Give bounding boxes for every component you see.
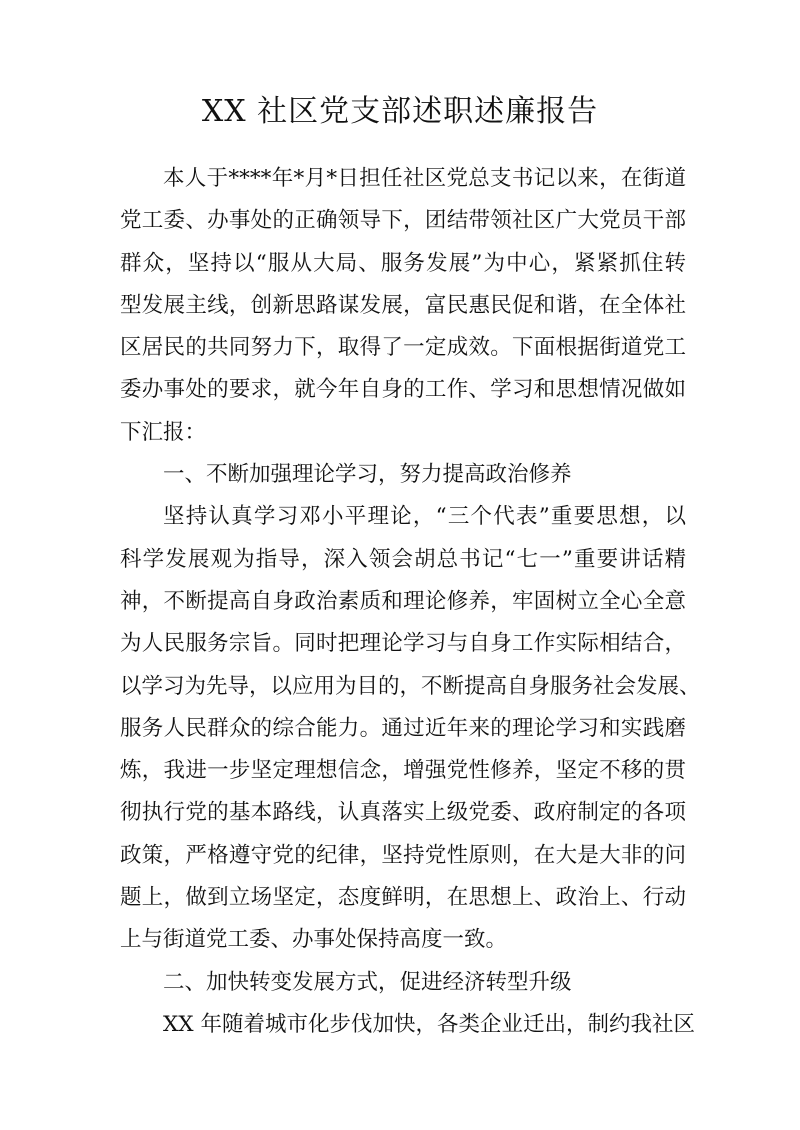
paragraph-line: XX 年随着城市化步伐加快，各类企业迁出，制约我社区	[163, 1011, 695, 1037]
paragraph-line: 为人民服务宗旨。同时把理论学习与自身工作实际相结合，	[120, 631, 686, 657]
paragraph-line: 以学习为先导，以应用为目的，不断提高自身服务社会发展、	[120, 673, 701, 699]
document-title: XX 社区党支部述职述廉报告	[201, 94, 599, 129]
document-body	[120, 158, 701, 1046]
paragraph-line: 群众，坚持以“服从大局、服务发展”为中心，紧紧抓住转	[120, 250, 686, 276]
paragraph-line: 区居民的共同努力下，取得了一定成效。下面根据街道党工	[120, 335, 686, 361]
paragraph-line: 本人于****年*月*日担任社区党总支书记以来，在街道	[163, 166, 686, 191]
paragraph-line: 上与街道党工委、办事处保持高度一致。	[120, 927, 508, 953]
paragraph-line: 坚持认真学习邓小平理论，“三个代表”重要思想，以	[163, 504, 686, 530]
paragraph-line: 党工委、办事处的正确领导下，团结带领社区广大党员干部	[120, 208, 686, 234]
paragraph-line: 科学发展观为指导，深入领会胡总书记“七一”重要讲话精	[120, 546, 686, 572]
paragraph-line: 服务人民群众的综合能力。通过近年来的理论学习和实践磨	[120, 715, 686, 741]
paragraph-line: 炼，我进一步坚定理想信念，增强党性修养，坚定不移的贯	[120, 758, 686, 784]
paragraph-line: 委办事处的要求，就今年自身的工作、学习和思想情况做如	[120, 377, 686, 403]
section-heading: 一、不断加强理论学习，努力提高政治修养	[163, 462, 572, 488]
paragraph-line: 型发展主线，创新思路谋发展，富民惠民促和谐，在全体社	[120, 292, 686, 318]
paragraph-line: 神，不断提高自身政治素质和理论修养，牢固树立全心全意	[120, 588, 686, 614]
section-heading: 二、加快转变发展方式，促进经济转型升级	[163, 969, 572, 995]
paragraph-line: 彻执行党的基本路线，认真落实上级党委、政府制定的各项	[120, 800, 686, 826]
paragraph-line: 下汇报：	[120, 419, 207, 445]
paragraph-line: 政策，严格遵守党的纪律，坚持党性原则，在大是大非的问	[120, 842, 686, 868]
paragraph-line: 题上，做到立场坚定，态度鲜明，在思想上、政治上、行动	[120, 885, 686, 911]
